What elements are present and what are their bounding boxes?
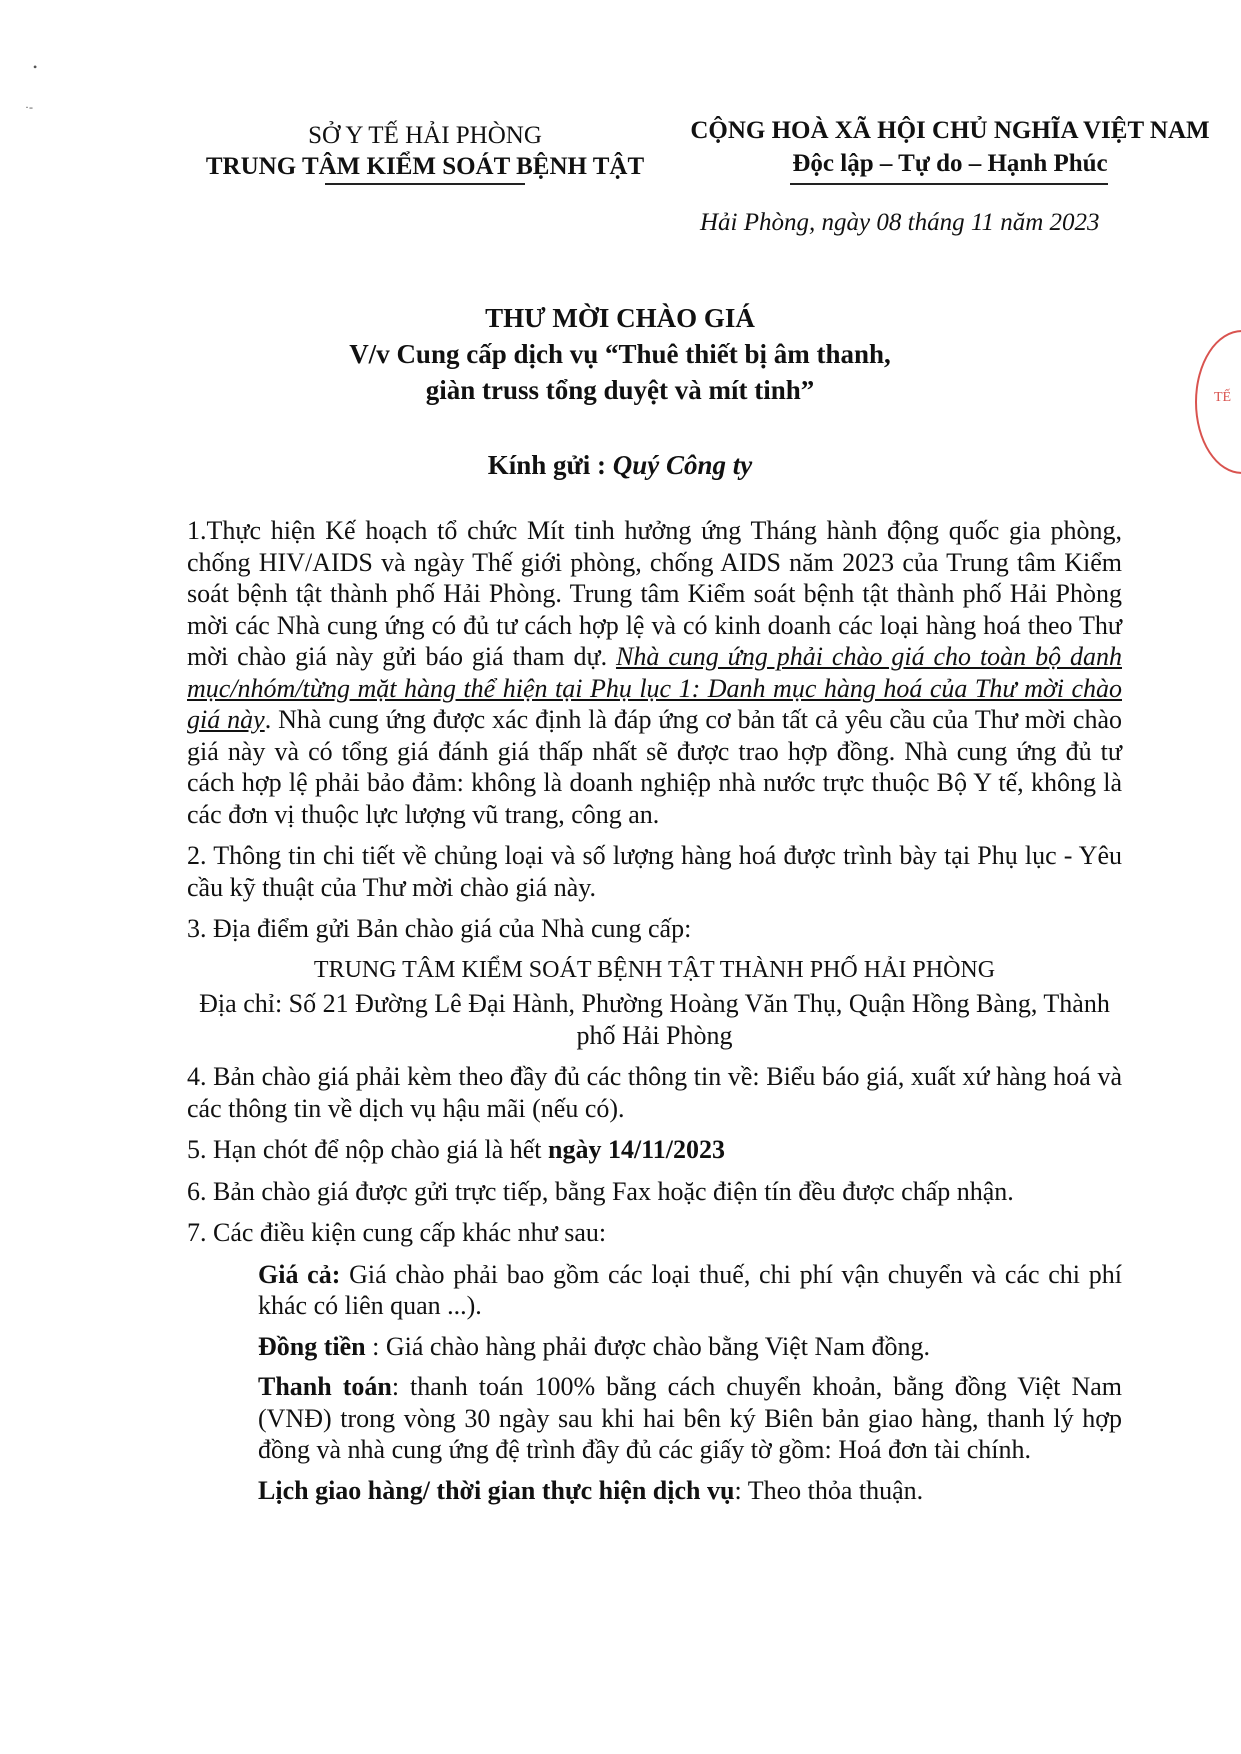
scan-speck: • <box>33 60 38 74</box>
condition-price-label: Giá cả: <box>258 1259 341 1289</box>
section-5-deadline: ngày 14/11/2023 <box>548 1135 725 1164</box>
document-title <box>200 300 1040 408</box>
document-date: Hải Phòng, ngày 08 tháng 11 năm 2023 <box>700 209 1100 236</box>
section-2: 2. Thông tin chi tiết về chủng loại và số lượng hàng hoá được trình bày tại Phụ lục - Yêu cầu kỹ thuật của Thư mời chào giá này. <box>187 841 1122 902</box>
national-motto: Độc lập – Tự do – Hạnh Phúc <box>792 150 1108 177</box>
issuer-department: SỞ Y TẾ HẢI PHÒNG <box>308 122 542 149</box>
condition-payment-label: Thanh toán <box>258 1372 392 1401</box>
section-1-underlined: Nhà cung ứng phải chào giá cho toàn bộ danh mục/nhóm/từng mặt hàng thể hiện tại Phụ lục 1: Danh mục hàng hoá của Thư mời chào giá này <box>187 642 1122 734</box>
section-6: 6. Bản chào giá được gửi trực tiếp, bằng Fax hoặc điện tín đều được chấp nhận. <box>187 1176 1014 1206</box>
scan-speck: ·- <box>25 100 33 114</box>
section-1 <box>187 515 1122 830</box>
issuer-header <box>190 120 660 182</box>
condition-currency <box>258 1331 1122 1363</box>
section-5-prefix: 5. Hạn chót để nộp chào giá là hết <box>187 1135 548 1164</box>
title-subject-line2: giàn truss tổng duyệt và mít tinh” <box>425 375 815 405</box>
stamp-text-fragment: TẾ <box>1214 390 1232 405</box>
issuer-underline <box>325 183 525 185</box>
greeting-prefix: Kính gửi : <box>487 450 613 480</box>
title-subject-line1: V/v Cung cấp dịch vụ “Thuê thiết bị âm thanh, <box>349 339 891 369</box>
condition-delivery <box>258 1475 1122 1507</box>
condition-payment-text: : thanh toán 100% bằng cách chuyển khoản, bằng đồng Việt Nam (VNĐ) trong vòng 30 ngày sau khi hai bên ký Biên bản giao hàng, thanh lý hợp đồng và nhà cung ứng đệ trình đầy đủ các giấy tờ gồm: Hoá đơn tài chính. <box>258 1372 1122 1464</box>
condition-delivery-text: : Theo thỏa thuận. <box>734 1475 924 1505</box>
condition-price-text: Giá chào phải bao gồm các loại thuế, chi phí vận chuyển và các chi phí khác có liên quan ...). <box>258 1259 1122 1320</box>
section-3-address: Địa chỉ: Số 21 Đường Lê Đại Hành, Phường Hoàng Văn Thụ, Quận Hồng Bàng, Thành phố Hải Phòng <box>199 989 1110 1050</box>
greeting <box>200 450 1040 481</box>
section-3-organization: TRUNG TÂM KIỂM SOÁT BỆNH TẬT THÀNH PHỐ HẢI PHÒNG <box>313 956 996 983</box>
condition-currency-label: Đồng tiền <box>258 1331 366 1361</box>
motto-underline <box>790 183 1108 185</box>
section-5 <box>187 1134 1122 1166</box>
section-7-conditions <box>187 1259 1122 1507</box>
condition-price <box>258 1259 1122 1322</box>
condition-delivery-label: Lịch giao hàng/ thời gian thực hiện dịch vụ <box>258 1475 735 1505</box>
condition-currency-text: : Giá chào hàng phải được chào bằng Việt Nam đồng. <box>365 1331 931 1361</box>
condition-payment <box>258 1371 1122 1466</box>
issuer-organization: TRUNG TÂM KIỂM SOÁT BỆNH TẬT <box>205 153 645 180</box>
section-1-text-b: . Nhà cung ứng được xác định là đáp ứng cơ bản tất cả yêu cầu của Thư mời chào giá này và có tổng giá đánh giá thấp nhất sẽ được trao hợp đồng. Nhà cung ứng đủ tư cách hợp lệ phải bảo đảm: không là doanh nghiệp nhà nước trực thuộc Bộ Y tế, không là các đơn vị thuộc lực lượng vũ trang, công an. <box>187 705 1123 829</box>
document-body <box>187 515 1122 1515</box>
greeting-addressee: Quý Công ty <box>612 450 753 480</box>
section-7: 7. Các điều kiện cung cấp khác như sau: <box>187 1218 607 1247</box>
section-3: 3. Địa điểm gửi Bản chào giá của Nhà cung cấp: <box>187 914 692 943</box>
section-4: 4. Bản chào giá phải kèm theo đầy đủ các thông tin về: Biểu báo giá, xuất xứ hàng hoá và các thông tin về dịch vụ hậu mãi (nếu có). <box>187 1062 1122 1123</box>
national-header <box>680 114 1220 180</box>
national-title: CỘNG HOÀ XÃ HỘI CHỦ NGHĨA VIỆT NAM <box>690 117 1210 144</box>
section-1-text-a: 1.Thực hiện Kế hoạch tổ chức Mít tinh hưởng ứng Tháng hành động quốc gia phòng, chống HIV/AIDS và ngày Thế giới phòng, chống AIDS năm 2023 của Trung tâm Kiểm soát bệnh tật thành phố Hải Phòng. Trung tâm Kiểm soát bệnh tật thành phố Hải Phòng mời các Nhà cung ứng có đủ tư cách hợp lệ và có kinh doanh các loại hàng hoá theo Thư mời chào giá này gửi báo giá tham dự. <box>187 516 1122 671</box>
title-main: THƯ MỜI CHÀO GIÁ <box>485 303 755 333</box>
